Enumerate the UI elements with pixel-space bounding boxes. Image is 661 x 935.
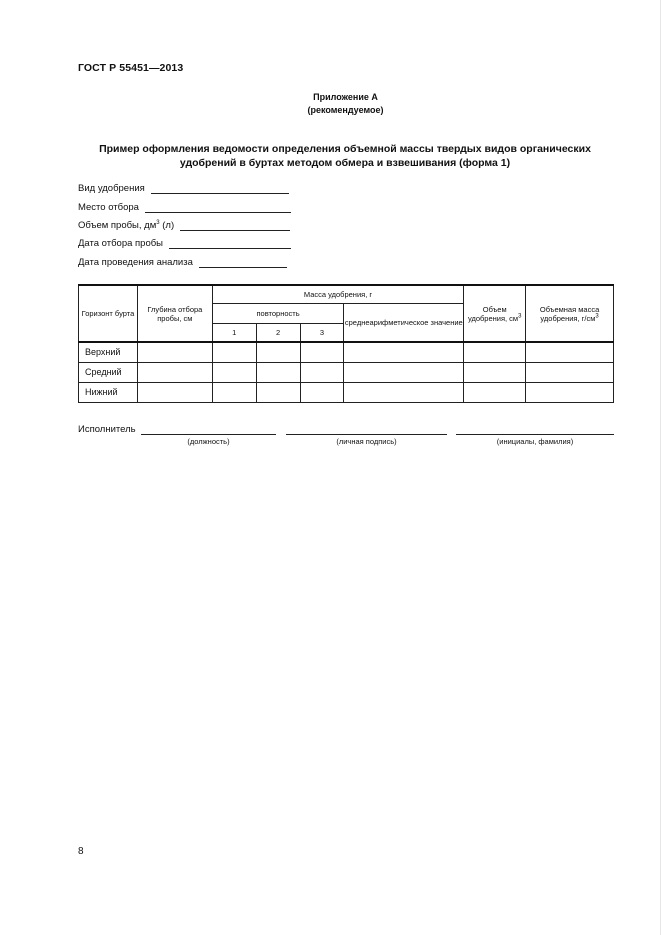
table-cell [137, 382, 212, 402]
table-cell [344, 342, 464, 362]
table-cell [300, 342, 344, 362]
header-density: Объемная масса удобрения, $г/см^3$ [526, 285, 614, 342]
field-sampling-place [78, 202, 291, 213]
title-line-1: Пример оформления ведомости определения объемной массы твердых видов органических [99, 143, 591, 155]
field-label: Место отбора [78, 202, 139, 213]
form-table [78, 284, 614, 403]
table-cell [137, 362, 212, 382]
header-mean: среднеарифметическое значение [344, 303, 464, 342]
signature-caption: (личная подпись) [336, 437, 397, 446]
table-cell [256, 362, 300, 382]
field-fertilizer-type [78, 183, 289, 194]
position-caption: (должность) [187, 437, 230, 446]
field-label: Вид удобрения [78, 183, 145, 194]
name-line [456, 434, 614, 435]
table-cell [256, 382, 300, 402]
appendix-subtitle: (рекомендуемое) [307, 105, 384, 115]
table-cell [137, 342, 212, 362]
blank-line [180, 220, 290, 231]
table-cell [526, 342, 614, 362]
header-horizon: Горизонт бурта [79, 285, 138, 342]
header-mass: Масса удобрения, г [212, 285, 463, 303]
blank-line [151, 183, 289, 194]
row-label: Средний [79, 362, 138, 382]
field-sample-volume [78, 220, 290, 231]
table-row [79, 362, 614, 382]
table-cell [256, 342, 300, 362]
table-cell [344, 382, 464, 402]
title-line-2: удобрений в буртах методом обмера и взвешивания (форма 1) [179, 157, 511, 169]
header-repeat-1: 1 [212, 323, 256, 342]
blank-line [145, 202, 291, 213]
appendix-title: Приложение А [313, 92, 378, 102]
field-label: Дата проведения анализа [78, 257, 193, 268]
signature-line [286, 434, 447, 435]
field-label: Объем пробы, $дм^3$ (л) [78, 219, 175, 231]
table-cell [526, 362, 614, 382]
document-title [78, 142, 612, 170]
field-analysis-date [78, 257, 287, 268]
table-row [79, 342, 614, 362]
page-number: 8 [78, 846, 84, 857]
blank-line [199, 257, 287, 268]
table-cell [526, 382, 614, 402]
header-repeat: повторность [212, 303, 344, 323]
table-cell [212, 382, 256, 402]
blank-line [169, 238, 291, 249]
table-cell [300, 362, 344, 382]
table-cell [212, 362, 256, 382]
table-cell [344, 362, 464, 382]
header-repeat-2: 2 [256, 323, 300, 342]
executor-label: Исполнитель [78, 424, 136, 435]
field-sampling-date [78, 238, 291, 249]
table-cell [464, 342, 526, 362]
table-cell [464, 382, 526, 402]
field-label: Дата отбора пробы [78, 238, 164, 249]
position-line [141, 434, 276, 435]
name-caption: (инициалы, фамилия) [496, 437, 574, 446]
standard-header: ГОСТ Р 55451—2013 [78, 62, 184, 74]
row-label: Нижний [79, 382, 138, 402]
row-label: Верхний [79, 342, 138, 362]
header-depth: Глубина отбора пробы, см [137, 285, 212, 342]
table-cell [300, 382, 344, 402]
header-repeat-3: 3 [300, 323, 344, 342]
table-cell [212, 342, 256, 362]
table-row [79, 382, 614, 402]
header-volume: Объем удобрения, $см^3$ [464, 285, 526, 342]
table-cell [464, 362, 526, 382]
